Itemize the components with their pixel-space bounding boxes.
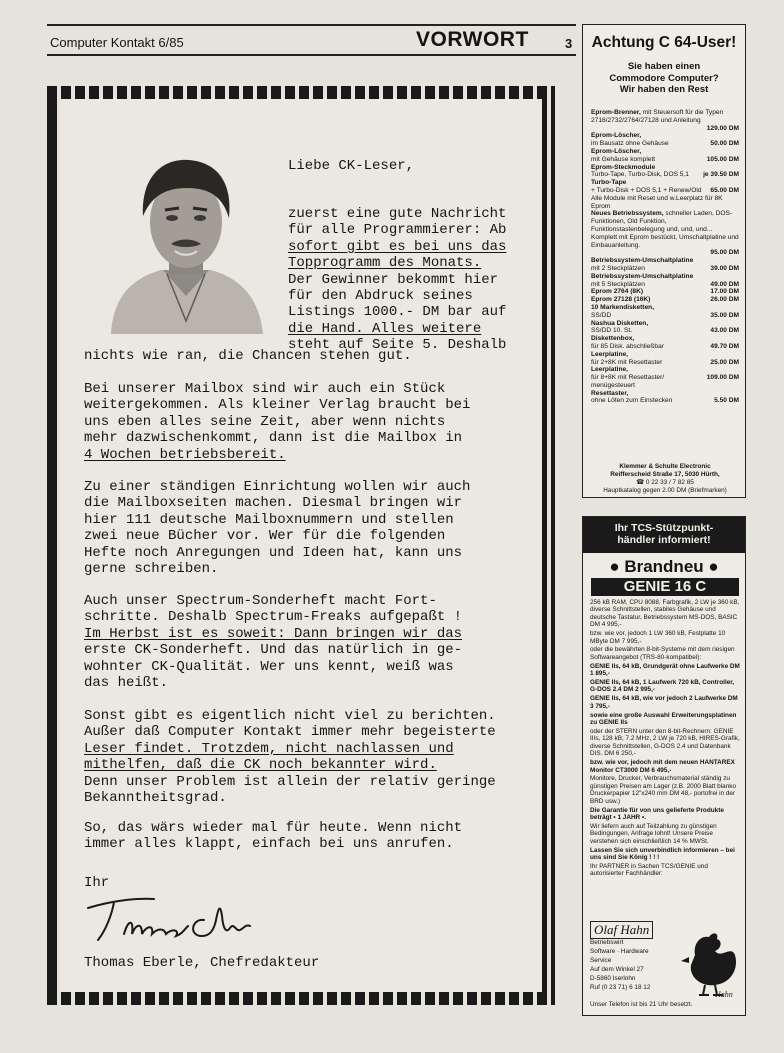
price-item: Eprom-Steckmodule Turbo-Tape, Turbo-Disk, DOS 5,1 je 39.50 DM <box>591 163 739 179</box>
letter-paragraph-4 <box>84 593 546 691</box>
section-title: VORWORT <box>416 28 529 51</box>
editor-portrait-photo <box>103 146 269 334</box>
commodore-ad <box>582 24 746 498</box>
price-item: Eprom-Brenner, mit Steuersoft für die Typen 2716/2732/2764/27128 und Anleitung 129.00 DM <box>591 109 739 132</box>
text-line-underlined: die Hand. Alles weitere <box>288 320 482 337</box>
text-line-underlined: 4 Wochen betriebsbereit. <box>84 446 286 463</box>
price-item: Turbo-Tape + Turbo-Disk + DOS 5,1 + Renew/Old 65.00 DM <box>591 179 739 194</box>
text-line-underlined: mithelfen, daß die CK noch bekannter wird. <box>84 757 437 774</box>
ad-vendor-address <box>587 463 743 495</box>
subtitle-line: Commodore Computer? <box>609 72 719 84</box>
ad-text: Wir liefern auch auf Teilzahlung zu günstigen Bedingungen, Anfrage lohnt! Unsere Preise verstehen sich einschließlich 14 % MWSt. <box>590 822 717 845</box>
price-note: Alle Module mit Reset und w.Leerplatz für 8K Eprom <box>591 194 723 210</box>
price-item: Resettaster, ohne Löten zum Einstecken 5.50 DM <box>591 389 739 405</box>
dealer-logo: Olaf Hahn <box>590 921 653 939</box>
text-line: Denn unser Problem ist allein der relativ geringe <box>84 773 496 790</box>
price-item: Neues Betriebssystem, schneller Laden, DOS-Funktionen, Old Funktion, Funktionstastenbelegung und, und, und... Komplett mit Eprom bestückt, Umschaltplatine und Einbauanleitung. 95.00 DM <box>591 210 739 257</box>
ad-text: GENIE IIs, 64 kB, 1 Laufwerk 720 kB, Controller, G-DOS 2.4 DM 2 995,- <box>590 679 735 694</box>
price-item: Eprom 2764 (8K) 17.00 DM <box>591 288 739 296</box>
subtitle-line: Sie haben einen <box>627 61 701 72</box>
ad-text: sowie eine große Auswahl Erweiterungsplatinen zu GENIE IIs <box>590 711 737 727</box>
ad-banner <box>583 517 745 553</box>
text-line: steht auf Seite 5. Deshalb <box>288 337 507 354</box>
text-line: Außer daß Computer Kontakt immer mehr begeisterte <box>84 724 496 741</box>
ad-text: bzw. wie vor, jedoch mit dem neuen HANTAREX Monitor CT3000 DM 6 495,- <box>590 759 735 774</box>
ad-text: GENIE IIs, 64 kB, wie vor jedoch 2 Laufwerke DM 3 795,- <box>590 695 738 710</box>
text-line: Bei unserer Mailbox sind wir auch ein Stück <box>84 381 446 397</box>
page-number: 3 <box>565 36 573 51</box>
text-line: Bekanntheitsgrad. <box>84 790 227 807</box>
banner-line: Ihr TCS-Stützpunkt- <box>614 522 714 534</box>
price-item: Eprom-Löscher, mit Gehäuse komplett 105.00 DM <box>591 147 739 163</box>
ad-text: 256 kB RAM, CPU 8088, Farbgrafik, 2 LW je 360 kB, diverse Schnittstellen, stabiles Gehäuse und deutsche Tastatur, Betriebssystem MS-DOS, BASIC DM 4 995,- <box>590 599 740 629</box>
ad-text: Monitore, Drucker, Verbrauchsmaterial ständig zu günstigen Preisen am Lager (z.B. 2000 Blatt blanko Druckerpapier 12"x240 mm DM 48,- portofrei in der BRD usw.) <box>590 775 737 805</box>
ad-text: GENIE IIs, 64 kB, Grundgerät ohne Laufwerke DM 1 895,- <box>590 662 740 678</box>
price-item: Diskettenbox, für 85 Disk. abschließbar 49.70 DM <box>591 335 739 350</box>
price-item: Betriebssystem-Umschaltplatine mit 2 Steckplätzen 39.00 DM <box>591 257 739 272</box>
vendor-line: Reifferscheid Straße 17, 5030 Hürth, <box>610 471 720 478</box>
letter-paragraph-1-end: nichts wie ran, die Chancen stehen gut. <box>84 348 412 364</box>
header-bottom-rule <box>47 54 576 56</box>
text-line: Auch unser Spectrum-Sonderheft macht Fort- <box>84 593 437 609</box>
price-item: Eprom 27128 (16K) 26.00 DM <box>591 296 739 304</box>
letter-closing: Ihr <box>84 875 110 891</box>
ad-title: Achtung C 64-User! <box>591 34 737 51</box>
letter-paragraph-2 <box>84 381 546 463</box>
text-line: Hefte noch Anregungen und Ideen hat, kann uns <box>84 544 463 561</box>
product-name: GENIE 16 C <box>591 578 739 596</box>
letter-paragraph-1 <box>288 206 546 354</box>
dealer-info <box>590 921 680 992</box>
text-line-underlined: Topprogramm des Monats. <box>288 255 482 272</box>
letter-paragraph-5 <box>84 708 546 806</box>
dealer-line: D-5860 Iserlohn <box>590 974 636 982</box>
dealer-line: Service <box>590 956 612 964</box>
ad-text: oder der STERN unter den 8-bit-Rechnern: GENIE IIIs, 128 kB, 7.2 MHz, 2 LW je 720 kB, HIRES-Grafik, diverse Schnittstellen, G-DOS 2.4 und Datenbank DIS. DM 6 250,- <box>590 728 740 758</box>
header-top-rule <box>47 24 576 26</box>
price-item: Leerplatine, für 2+8K mit Resettaster 25.00 DM <box>591 350 739 366</box>
text-line: erste CK-Sonderheft. Und das natürlich in ge- <box>84 642 463 659</box>
rooster-logo-icon <box>675 925 741 999</box>
dealer-line: Auf dem Winkel 27 <box>590 965 644 973</box>
text-line: wohnter CK-Qualität. Wer uns kennt, weiß was <box>84 658 454 675</box>
letter-paragraph-6 <box>84 820 546 853</box>
dealer-line: Betriebswirt <box>590 939 624 946</box>
text-line: Der Gewinner bekommt hier <box>288 271 499 288</box>
letter-paragraph-3 <box>84 479 546 577</box>
price-item: Nashua Disketten, SS/DD 10. St. 43.00 DM <box>591 319 739 335</box>
text-line: Zu einer ständigen Einrichtung wollen wir auch <box>84 479 471 495</box>
text-line-underlined: Im Herbst ist es soweit: Dann bringen wir das <box>84 625 463 642</box>
text-line-underlined: Leser findet. Trotzdem, nicht nachlassen und <box>84 740 454 757</box>
text-line: So, das wärs wieder mal für heute. Wenn nicht <box>84 820 463 836</box>
dealer-phone: Ruf (0 23 71) 6 18 12 <box>590 983 651 991</box>
dealer-line: Software · Hardware <box>590 947 649 955</box>
price-item: Betriebssystem-Umschaltplatine mit 5 Steckplätzen 49.00 DM <box>591 272 739 288</box>
text-line: uns eben alles seine Zeit, aber wenn nichts <box>84 413 446 430</box>
subtitle-line: Wir haben den Rest <box>619 84 709 95</box>
text-line: immer alles klappt, einfach bei uns anrufen. <box>84 836 454 853</box>
banner-line: händler informiert! <box>617 534 711 546</box>
text-line: Listings 1000.- DM bar auf <box>288 304 507 321</box>
ad-subtitle <box>583 61 745 96</box>
ad-text: bzw. wie vor, jedoch 1 LW 360 kB, Festplatte 10 MByte DM 7 995,- <box>590 630 726 645</box>
dealer-phone-hours: Unser Telefon ist bis 21 Uhr besetzt. <box>590 1001 693 1008</box>
text-line-underlined: sofort gibt es bei uns das <box>288 238 507 255</box>
vendor-phone: ☎ 0 22 33 / 7 82 85 <box>636 479 694 486</box>
text-line: schritte. Deshalb Spectrum-Freaks aufgepaßt ! <box>84 609 463 626</box>
text-line: mehr dazwischenkommt, dann ist die Mailbox in <box>84 430 463 447</box>
vendor-line: Klemmer & Schulte Electronic <box>619 463 711 470</box>
ad-text: Lassen Sie sich unverbindlich informieren – bei uns sind Sie König ! ! ! <box>590 846 735 861</box>
text-line: für den Abdruck seines <box>288 288 473 305</box>
price-item: Leerplatine, für 8+8K mit Resettaster/ menügesteuert 109.00 DM <box>591 366 739 389</box>
magazine-issue: Computer Kontakt 6/85 <box>50 35 184 50</box>
ad-text: Die Garantie für von uns gelieferte Produkte beträgt • 1 JAHR •. <box>590 806 724 821</box>
handwritten-signature <box>84 890 254 946</box>
ad-body <box>590 599 741 879</box>
text-line: gerne schreiben. <box>84 561 219 578</box>
ad-headline: ● Brandneu ● <box>609 557 719 576</box>
text-line: weitergekommen. Als kleiner Verlag braucht bei <box>84 397 471 414</box>
text-line: das heißt. <box>84 675 169 692</box>
text-line: zwei neue Bücher vor. Wer für die folgenden <box>84 528 446 545</box>
text-line: hier 111 deutsche Mailboxnummern und stellen <box>84 511 454 528</box>
text-line: für alle Programmierer: Ab <box>288 222 507 239</box>
signature-name: Thomas Eberle, Chefredakteur <box>84 955 320 971</box>
ad-text: oder die bewährten 8-bit-Systeme mit dem riesigen Softwareangebot (TRS-80-kompatibel): <box>590 646 735 661</box>
text-line: die Mailboxseiten machen. Diesmal bringen wir <box>84 495 463 512</box>
ad-text: Ihr PARTNER in Sachen TCS/GENIE und autorisierter Fachhändler: <box>590 862 708 878</box>
price-item: Eprom-Löscher, im Bausatz ohne Gehäuse 50.00 DM <box>591 132 739 148</box>
price-item: 10 Markendisketten, SS/DD 35.00 DM <box>591 303 739 319</box>
genie-ad <box>582 516 746 1016</box>
text-line: zuerst eine gute Nachricht <box>288 206 507 222</box>
letter-greeting: Liebe CK-Leser, <box>288 158 415 174</box>
rooster-label: Hahn <box>715 990 733 999</box>
vendor-line: Hauptkatalog gegen 2.00 DM (Briefmarken) <box>603 487 727 494</box>
price-list <box>591 109 739 405</box>
text-line: Sonst gibt es eigentlich nicht viel zu berichten. <box>84 708 496 724</box>
